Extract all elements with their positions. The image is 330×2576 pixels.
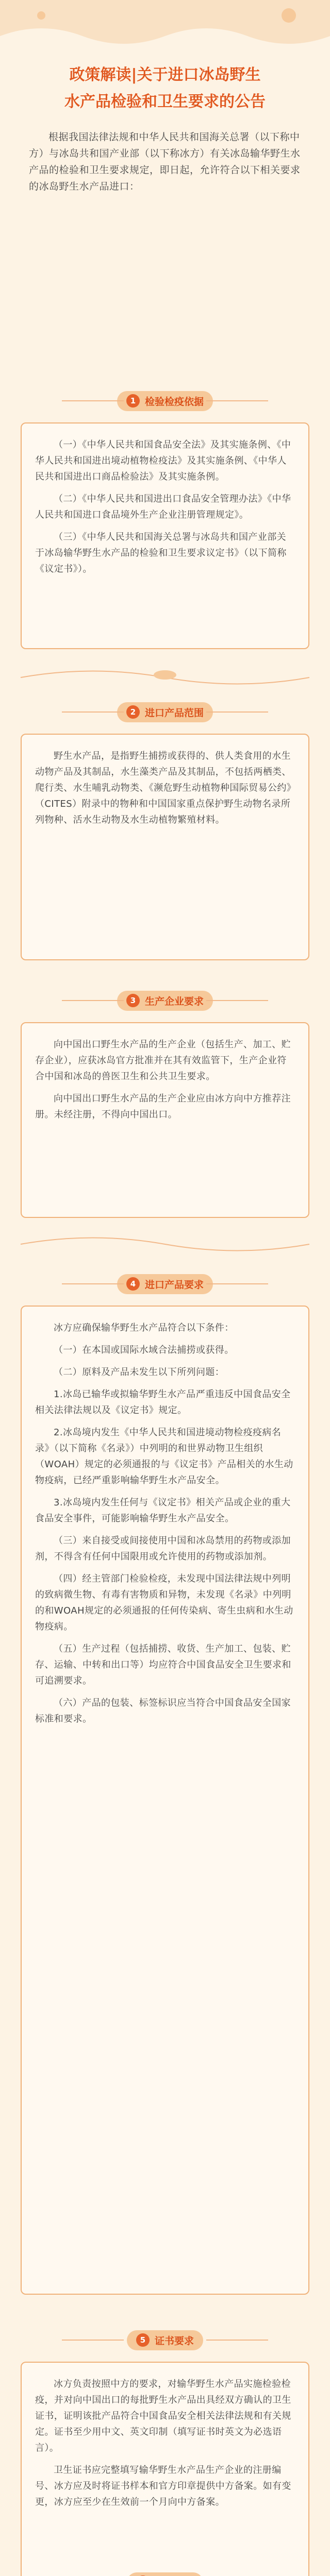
section-4-paragraph: （六）产品的包装、标签标识应当符合中国食品安全国家标准和要求。: [35, 1698, 291, 1724]
section-number-4: 4: [126, 1277, 140, 1291]
fish-divider: [0, 659, 330, 690]
section-1-paragraph: （三）《中华人民共和国海关总署与冰岛共和国产业部关于冰岛输华野生水产品的检验和卫生要求议定书》（以下简称《议定书》）。: [35, 532, 287, 574]
section-number-2: 2: [126, 705, 140, 719]
section-pill-2: [117, 702, 213, 722]
section-number-1: 1: [126, 394, 140, 408]
section-4-paragraph: （一）在本国或国际水域合法捕捞或获得。: [54, 1345, 234, 1355]
section-header-3: [0, 989, 330, 1012]
section-4-paragraph: 1.冰岛已输华或拟输华野生水产品严重违反中国食品安全相关法律法规以及《议定书》规定。: [35, 1389, 291, 1416]
section-pill-6: [127, 2572, 203, 2576]
title-line-2: 水产品检验和卫生要求的公告: [64, 93, 266, 111]
wave-divider: [0, 1226, 330, 1257]
section-pill-5: [127, 2330, 203, 2350]
section-box-2: [21, 734, 309, 960]
section-box-4: [21, 1306, 309, 2295]
section-header-4: [0, 1273, 330, 1295]
section-box-1: [21, 422, 309, 649]
section-title-2: 进口产品范围: [144, 707, 204, 719]
section-pill-1: [117, 391, 213, 411]
section-box-3: [21, 1022, 309, 1218]
section-5-paragraph: 卫生证书应完整填写输华野生水产品生产企业的注册编号、冰方应及时将证书样本和官方印章提供中方备案。如有变更，冰方应至少在生效前一个月向中方备案。: [35, 2465, 291, 2507]
top-decoration: [0, 0, 330, 52]
section-number-3: 3: [126, 994, 140, 1007]
section-5-paragraph: 冰方负责按照中方的要求，对输华野生水产品实施检验检疫，并对向中国出口的每批野生水产品出具经双方确认的卫生证书，证明该批产品符合中国食品安全相关法律法规和有关规定。证书至少用中文、英文印制（填写证书时英文为必选语言）。: [35, 2379, 291, 2453]
section-4-paragraph: 冰方应确保输华野生水产品符合以下条件：: [54, 1323, 234, 1333]
section-2-paragraph: 野生水产品，是指野生捕捞或获得的、供人类食用的水生动物产品及其制品，水生藻类产品及其制品，不包括两栖类、爬行类、水生哺乳动物类、《濒危野生动植物种国际贸易公约》（CITES）附录中的物种和中国国家重点保护野生动物名录所列物种、活水生动物及水生动植物繁殖材料。: [35, 751, 292, 825]
section-4-paragraph: 2.冰岛境内发生《中华人民共和国进境动物检疫疫病名录》（以下简称《名录》）中列明的和世界动物卫生组织（WOAH）规定的必须通报的与《议定书》产品相关的水生动物疫病，已经严重影响输华野生水产品安全。: [35, 1427, 293, 1486]
page-title: [21, 62, 309, 115]
section-number-5: 5: [136, 2333, 150, 2347]
section-header-1: [0, 389, 330, 412]
section-3-paragraph: 向中国出口野生水产品的生产企业应由冰方向中方推荐注册。未经注册，不得向中国出口。: [35, 1093, 291, 1120]
section-box-5: [21, 2362, 309, 2576]
section-4-paragraph: （二）原料及产品未发生以下所列问题：: [54, 1367, 225, 1378]
section-3-paragraph: 向中国出口野生水产品的生产企业（包括生产、加工、贮存企业），应获冰岛官方批准并在其有效监管下，生产企业符合中国和冰岛的兽医卫生和公共卫生要求。: [35, 1039, 291, 1082]
section-4-paragraph: （四）经主管部门检验检疫，未发现中国法律法规中列明的致病微生物、有毒有害物质和异物，未发现《名录》中列明的和WOAH规定的必须通报的任何传染病、寄生虫病和水生动物疫病。: [35, 1573, 293, 1632]
section-pill-4: [117, 1274, 213, 1294]
section-header-2: [0, 701, 330, 723]
section-1-paragraph: （一）《中华人民共和国食品安全法》及其实施条例、《中华人民共和国进出境动植物检疫法》及其实施条例、《中华人民共和国进出口商品检验法》及其实施条例。: [35, 439, 291, 482]
section-title-4: 进口产品要求: [144, 1279, 204, 1291]
section-pill-3: [117, 991, 213, 1011]
section-4-paragraph: （五）生产过程（包括捕捞、收货、生产加工、包装、贮存、运输、中转和出口等）均应符合中国食品安全卫生要求和可追溯要求。: [35, 1643, 291, 1686]
section-header-5: [0, 2329, 330, 2351]
section-4-paragraph: （三）来自接受或间接使用中国和冰岛禁用的药物或添加剂，不得含有任何中国限用或允许使用的药物或添加剂。: [35, 1535, 291, 1562]
section-4-paragraph: 3.冰岛境内发生任何与《议定书》相关产品或企业的重大食品安全事件，可能影响输华野生水产品安全。: [35, 1497, 291, 1524]
title-line-1: 政策解读|关于进口冰岛野生: [69, 66, 261, 84]
section-title-1: 检验检疫依据: [144, 396, 204, 408]
intro-paragraph: 根据我国法律法规和中华人民共和国海关总署（以下称中方）与冰岛共和国产业部（以下称冰方）有关冰岛输华野生水产品的检验和卫生要求规定，即日起，允许符合以下相关要求的冰岛野生水产品进口：: [29, 131, 301, 192]
section-header-6: [0, 2571, 330, 2576]
section-title-5: 证书要求: [154, 2335, 194, 2347]
section-1-paragraph: （二）《中华人民共和国进出口食品安全管理办法》《中华人民共和国进口食品境外生产企业注册管理规定》。: [35, 494, 291, 520]
section-title-3: 生产企业要求: [144, 995, 204, 1007]
